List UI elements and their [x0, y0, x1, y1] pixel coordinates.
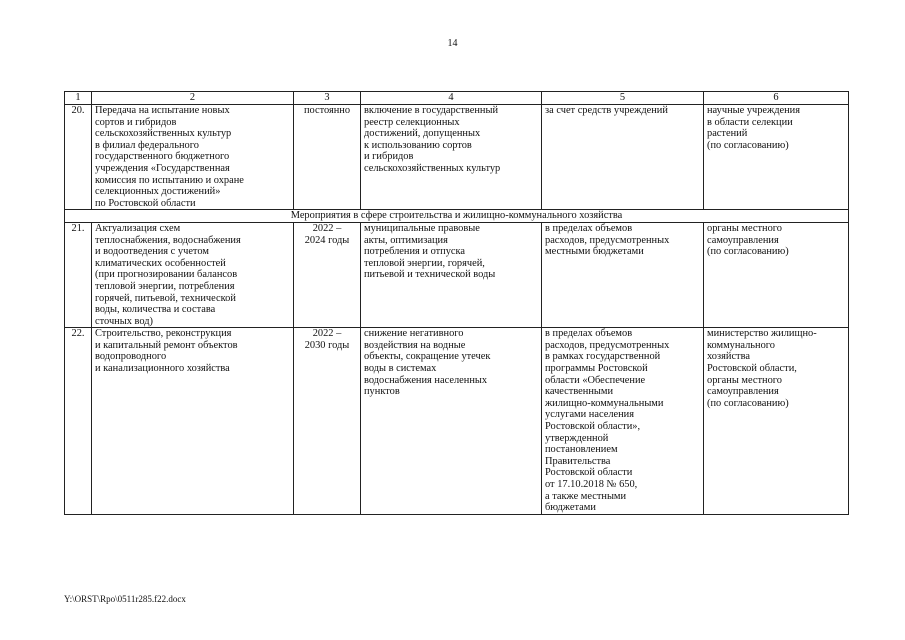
funding-cell: в пределах объемов расходов, предусмотренных местными бюджетами — [542, 222, 704, 327]
page-number: 14 — [447, 38, 458, 49]
period-cell: постоянно — [294, 105, 361, 210]
header-cell: 3 — [294, 92, 361, 105]
table-row — [65, 105, 849, 210]
header-cell: 1 — [65, 92, 92, 105]
header-cell: 6 — [704, 92, 849, 105]
measure-cell: Строительство, реконструкция и капитальный ремонт объектов водопроводного и канализационного хозяйства — [92, 328, 294, 515]
header-cell: 5 — [542, 92, 704, 105]
header-cell: 4 — [361, 92, 542, 105]
table-row — [65, 222, 849, 327]
file-path-footer: Y:\ORST\Rpo\0511r285.f22.docx — [64, 594, 186, 604]
row-number: 21. — [65, 222, 92, 327]
executor-cell: органы местного самоуправления (по согласованию) — [704, 222, 849, 327]
result-cell: снижение негативного воздействия на водные объекты, сокращение утечек воды в системах водоснабжения населенных пунктов — [361, 328, 542, 515]
measures-table — [64, 91, 849, 515]
result-cell: муниципальные правовые акты, оптимизация потребления и отпуска тепловой энергии, горячей, питьевой и технической воды — [361, 222, 542, 327]
funding-cell: в пределах объемов расходов, предусмотренных в рамках государственной программы Ростовской области «Обеспечение качественными жилищно-коммунальными услугами населения Ростовской области», утвержденной постановлением Правительства Ростовской области от 17.10.2018 № 650, а также местными бюджетами — [542, 328, 704, 515]
period-cell: 2022 – 2030 годы — [294, 328, 361, 515]
result-cell: включение в государственный реестр селекционных достижений, допущенных к использованию сортов и гибридов сельскохозяйственных культур — [361, 105, 542, 210]
executor-cell: научные учреждения в области селекции растений (по согласованию) — [704, 105, 849, 210]
row-number: 20. — [65, 105, 92, 210]
funding-cell: за счет средств учреждений — [542, 105, 704, 210]
section-title: Мероприятия в сфере строительства и жилищно-коммунального хозяйства — [65, 210, 849, 223]
section-row — [65, 210, 849, 223]
row-number: 22. — [65, 328, 92, 515]
table-header-row — [65, 92, 849, 105]
header-cell: 2 — [92, 92, 294, 105]
table-row — [65, 328, 849, 515]
measure-cell: Актуализация схем теплоснабжения, водоснабжения и водоотведения с учетом климатических особенностей (при прогнозировании балансов тепловой энергии, потребления горячей, питьевой, технической воды, количества и состава сточных вод) — [92, 222, 294, 327]
period-cell: 2022 – 2024 годы — [294, 222, 361, 327]
executor-cell: министерство жилищно- коммунального хозяйства Ростовской области, органы местного самоуправления (по согласованию) — [704, 328, 849, 515]
measure-cell: Передача на испытание новых сортов и гибридов сельскохозяйственных культур в филиал федерального государственного бюджетного учреждения «Государственная комиссия по испытанию и охране селекционных достижений» по Ростовской области — [92, 105, 294, 210]
